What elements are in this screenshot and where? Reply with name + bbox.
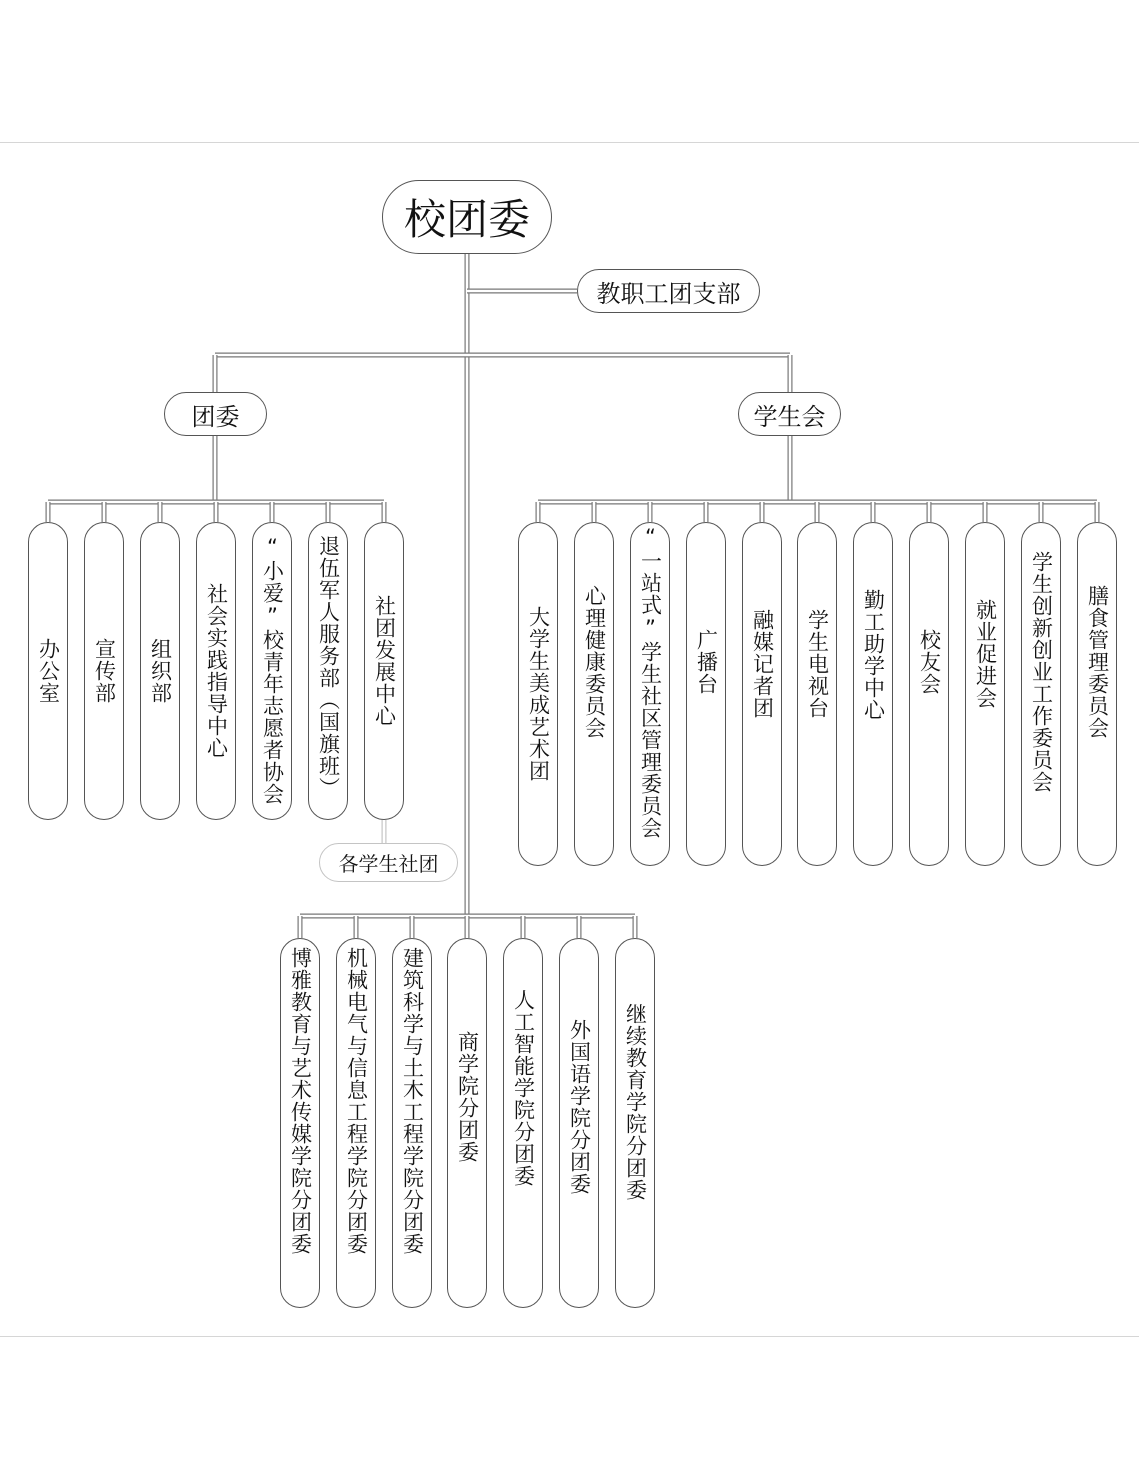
dept-label: 社团发展中心 — [372, 595, 397, 727]
xueshenghui-node: 学生会 — [738, 392, 841, 436]
xsh-dept-tv-station — [797, 522, 837, 866]
college-label: 外国语学院分团委 — [567, 1019, 592, 1195]
dept-label: 学生电视台 — [805, 609, 830, 719]
dept-label: “小爱”校青年志愿者协会 — [260, 535, 285, 805]
tuanwei-dept-club-development — [364, 522, 404, 820]
dept-label: 宣传部 — [92, 638, 117, 704]
dept-label: 融媒记者团 — [750, 609, 775, 719]
dept-label: 办公室 — [36, 638, 61, 704]
tuanwei-dept-office — [28, 522, 68, 820]
dept-label: “一站式”学生社区管理委员会 — [638, 525, 663, 839]
tuanwei-dept-veterans — [308, 522, 348, 820]
dept-label: 退伍军人服务部（国旗班） — [316, 535, 341, 799]
college-ai — [503, 938, 543, 1308]
college-foreign-languages — [559, 938, 599, 1308]
college-architecture — [392, 938, 432, 1308]
college-label: 人工智能学院分团委 — [511, 989, 536, 1187]
college-label: 继续教育学院分团委 — [623, 1003, 648, 1201]
tuanwei-node: 团委 — [164, 392, 267, 436]
college-label: 商学院分团委 — [455, 1031, 480, 1163]
college-continuing-education — [615, 938, 655, 1308]
xsh-dept-mental-health — [574, 522, 614, 866]
xsh-dept-catering — [1077, 522, 1117, 866]
dept-label: 膳食管理委员会 — [1085, 585, 1110, 739]
xsh-dept-media-reporters — [742, 522, 782, 866]
student-clubs-node: 各学生社团 — [319, 843, 458, 882]
college-boya — [280, 938, 320, 1308]
tuanwei-dept-publicity — [84, 522, 124, 820]
xsh-dept-innovation — [1021, 522, 1061, 866]
dept-label: 校友会 — [917, 629, 942, 695]
college-label: 博雅教育与艺术传媒学院分团委 — [288, 947, 313, 1255]
dept-label: 社会实践指导中心 — [204, 583, 229, 759]
tuanwei-dept-volunteers — [252, 522, 292, 820]
tuanwei-dept-organization — [140, 522, 180, 820]
college-label: 机械电气与信息工程学院分团委 — [344, 947, 369, 1255]
dept-label: 广播台 — [694, 629, 719, 695]
xsh-dept-alumni — [909, 522, 949, 866]
tuanwei-dept-social-practice — [196, 522, 236, 820]
dept-label: 组织部 — [148, 638, 173, 704]
root-node: 校团委 — [382, 180, 552, 254]
dept-label: 学生创新创业工作委员会 — [1029, 551, 1054, 793]
xsh-dept-art-troupe — [518, 522, 558, 866]
staff-branch-node: 教职工团支部 — [577, 269, 760, 313]
xsh-dept-work-study — [853, 522, 893, 866]
xsh-dept-community — [630, 522, 670, 866]
college-label: 建筑科学与土木工程学院分团委 — [400, 947, 425, 1255]
dept-label: 勤工助学中心 — [861, 589, 886, 721]
xsh-dept-radio — [686, 522, 726, 866]
college-business — [447, 938, 487, 1308]
dept-label: 心理健康委员会 — [582, 585, 607, 739]
dept-label: 就业促进会 — [973, 599, 998, 709]
dept-label: 大学生美成艺术团 — [526, 606, 551, 782]
college-mechanical — [336, 938, 376, 1308]
xsh-dept-employment — [965, 522, 1005, 866]
